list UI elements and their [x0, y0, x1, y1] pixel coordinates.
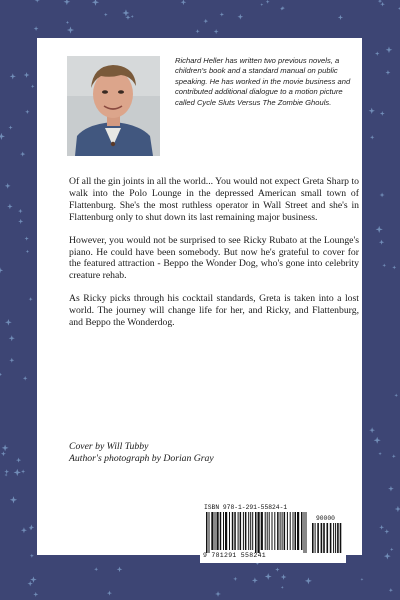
- barcode-bar: [223, 512, 224, 550]
- star: [10, 496, 17, 503]
- credits: [69, 441, 359, 465]
- star: [265, 573, 272, 580]
- star: [360, 578, 363, 581]
- star: [379, 525, 384, 530]
- star: [369, 108, 375, 114]
- barcode-bar: [258, 512, 260, 553]
- star: [34, 26, 39, 31]
- barcode-bar: [243, 512, 244, 550]
- star: [24, 72, 30, 78]
- addon-bar: [340, 523, 342, 553]
- barcode-bar: [238, 512, 239, 550]
- price-code: 90000: [316, 515, 335, 522]
- addon-bar: [330, 523, 332, 553]
- star: [67, 26, 74, 33]
- star: [0, 373, 2, 376]
- barcode-digits: 9 781291 558241: [203, 552, 267, 559]
- star: [281, 574, 287, 580]
- star: [220, 12, 224, 16]
- star: [30, 576, 37, 583]
- barcode-bar: [215, 512, 216, 550]
- star: [7, 204, 13, 210]
- star: [395, 506, 400, 512]
- star: [215, 591, 221, 597]
- star: [370, 135, 374, 139]
- star: [275, 567, 279, 571]
- star: [388, 486, 394, 492]
- star: [92, 0, 99, 6]
- barcode-bar: [261, 512, 263, 550]
- star: [4, 469, 9, 474]
- star: [394, 393, 398, 397]
- star: [392, 265, 396, 269]
- addon-bar: [317, 523, 319, 553]
- blurb-paragraph: Of all the gin joints in all the world... You would not expect Greta Sharp to walk into the Polo Lounge in the depressed American small town of Flattenburg. She's the most ruthless operator in Wall Street and she's in Flattenburg only to shut down its last remaining major business.: [69, 176, 359, 223]
- star: [64, 0, 71, 5]
- star: [5, 473, 8, 476]
- author-photo: [67, 56, 160, 156]
- star: [0, 133, 5, 140]
- star: [195, 29, 199, 33]
- star: [376, 226, 383, 233]
- star: [266, 0, 270, 4]
- barcode-bar: [282, 512, 283, 550]
- addon-bar: [323, 523, 325, 553]
- star: [14, 469, 21, 476]
- barcode-bar: [232, 512, 234, 550]
- barcode-bar: [209, 512, 210, 553]
- addon-bar: [312, 523, 314, 553]
- star: [392, 454, 396, 458]
- star: [382, 263, 386, 267]
- barcode-bar: [272, 512, 273, 550]
- star: [233, 577, 237, 581]
- barcode-bar: [245, 512, 247, 550]
- cover-credit: Cover by Will Tubby: [69, 441, 149, 452]
- barcode-bar: [269, 512, 270, 550]
- star: [252, 577, 258, 583]
- star: [369, 427, 375, 433]
- star: [117, 567, 123, 573]
- barcode-bar: [295, 512, 297, 550]
- blurb-paragraph: However, you would not be surprised to see Ricky Rubato at the Lounge's piano. He could have been somebody. But now he's grateful to cover for the featured attraction - Beppo the Wonder Dog, who's gone into celebrity creature rehab.: [69, 234, 359, 282]
- star: [380, 111, 385, 116]
- barcode-bar: [248, 512, 249, 550]
- barcode-bar: [265, 512, 266, 550]
- addon-bar: [333, 523, 334, 553]
- barcode-bar: [290, 512, 291, 550]
- star: [9, 358, 14, 363]
- barcode-bar: [225, 512, 227, 550]
- barcode-bar: [306, 512, 307, 553]
- book-blurb: [69, 176, 359, 340]
- star: [5, 319, 12, 326]
- addon-bar: [337, 523, 339, 553]
- star: [30, 554, 34, 558]
- isbn-barcode: [200, 503, 346, 563]
- star: [21, 527, 27, 533]
- star: [25, 110, 29, 114]
- addon-bar: [321, 523, 323, 553]
- star: [374, 437, 381, 444]
- barcode-bar: [277, 512, 279, 550]
- barcode-bar: [274, 512, 275, 550]
- star: [21, 469, 25, 473]
- star: [104, 13, 108, 17]
- blurb-paragraph: As Ricky picks through his cocktail standards, Greta is taken into a lost world. The journey will change life for her, and Ricky, and Flattenburg, and Beppo the Wonderdog.: [69, 293, 359, 329]
- barcode-bar: [252, 512, 253, 550]
- barcode-bar: [206, 512, 208, 553]
- barcode-bar: [229, 512, 230, 550]
- star: [10, 73, 16, 79]
- star: [203, 19, 208, 24]
- star: [181, 0, 187, 5]
- barcode-bar: [234, 512, 236, 550]
- author-bio: Richard Heller has written two previous novels, a children's book and a standard manual on public speaking. He has worked in the movie business and contributed additional dialogue to a motion picture called Cycle Sluts Versus The Zombie Ghouls.: [175, 56, 351, 107]
- star: [379, 240, 384, 245]
- star: [29, 525, 35, 531]
- star: [237, 14, 243, 20]
- barcode-bar: [297, 512, 299, 550]
- barcode-bar: [280, 512, 281, 550]
- star: [390, 548, 394, 552]
- barcode-bar: [267, 512, 268, 550]
- barcode-bar: [217, 512, 219, 550]
- barcode-bar: [287, 512, 288, 550]
- isbn-number: ISBN 978-1-291-55824-1: [204, 504, 288, 511]
- star: [131, 15, 134, 18]
- star: [18, 209, 23, 214]
- star: [94, 567, 98, 571]
- addon-bar: [327, 523, 329, 553]
- star: [66, 21, 69, 24]
- star: [260, 3, 263, 6]
- star: [25, 236, 29, 240]
- barcode-bar: [220, 512, 222, 550]
- star: [338, 15, 343, 20]
- star: [18, 219, 23, 224]
- addon-bar: [335, 523, 336, 553]
- star: [16, 458, 21, 463]
- star: [214, 29, 219, 34]
- star: [107, 591, 112, 596]
- star: [389, 588, 393, 592]
- barcode-bar: [240, 512, 242, 550]
- star: [378, 452, 381, 455]
- star: [23, 376, 28, 381]
- star: [33, 592, 38, 597]
- star: [380, 2, 385, 7]
- barcode-bar: [301, 512, 303, 550]
- barcode-bar: [284, 512, 286, 550]
- barcode-bar: [304, 512, 305, 553]
- star: [385, 70, 390, 75]
- star: [378, 0, 382, 3]
- star: [20, 151, 25, 156]
- text-panel: [37, 38, 362, 555]
- star: [386, 46, 393, 53]
- barcode-bar: [293, 512, 294, 550]
- star: [1, 451, 6, 456]
- star: [8, 125, 12, 129]
- star: [122, 9, 129, 16]
- star: [31, 84, 35, 88]
- barcode-bar: [250, 512, 251, 550]
- star: [5, 183, 11, 189]
- star: [0, 267, 3, 273]
- star: [26, 250, 30, 254]
- addon-bar: [315, 523, 316, 553]
- star: [35, 0, 40, 3]
- star: [9, 335, 15, 341]
- barcode-bar: [211, 512, 213, 550]
- star: [305, 577, 312, 584]
- star: [375, 51, 380, 56]
- star: [29, 297, 33, 301]
- star: [281, 586, 284, 589]
- barcode-bar: [255, 512, 257, 553]
- star: [380, 193, 385, 198]
- star: [384, 529, 389, 534]
- star: [27, 581, 32, 586]
- star: [2, 444, 9, 451]
- star: [384, 553, 391, 560]
- photo-credit: Author's photograph by Dorian Gray: [69, 453, 214, 464]
